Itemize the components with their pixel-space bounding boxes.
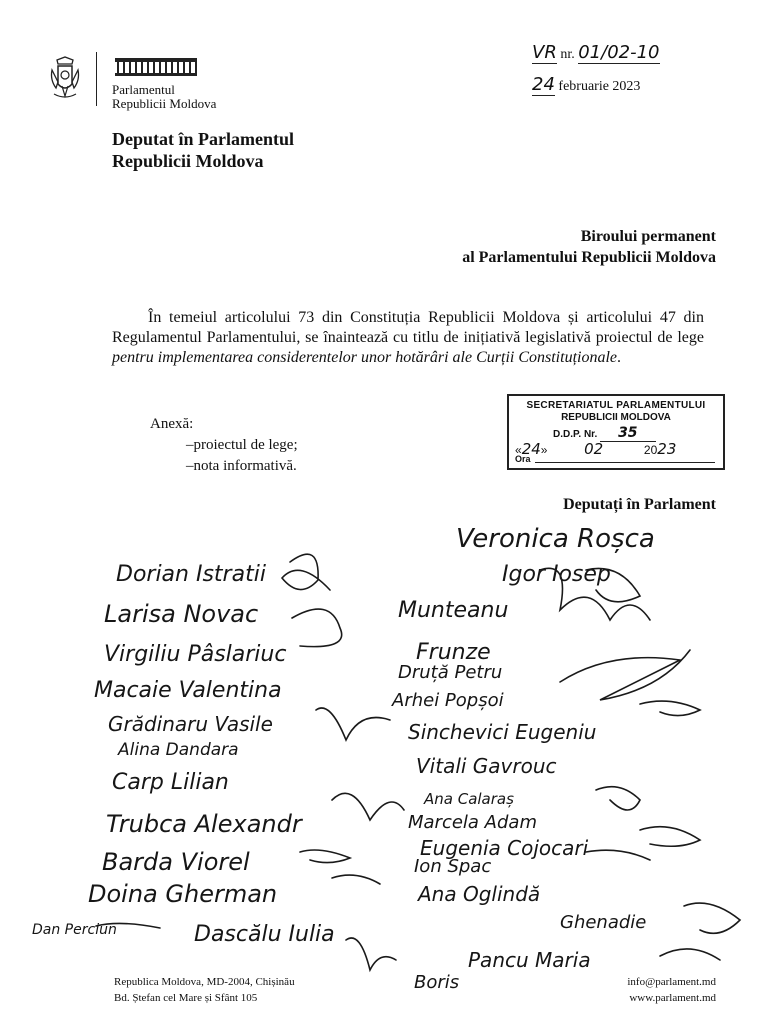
signatures-heading: Deputați în Parlament — [563, 496, 716, 513]
footer-address-line1: Republica Moldova, MD-2004, Chișinău — [114, 976, 295, 988]
title-line2: Republicii Moldova — [112, 151, 264, 171]
recipient-block — [462, 226, 716, 268]
scribble-stroke — [586, 568, 640, 601]
stamp-year-prefix: 20 — [643, 443, 658, 457]
signature: Igor Iosep — [502, 562, 611, 587]
annex-item: –nota informativă. — [186, 458, 297, 474]
margin-note: Dan Perciun — [32, 922, 117, 938]
stamp-line2: REPUBLICII MOLDOVA — [561, 412, 671, 423]
signature: Munteanu — [398, 598, 509, 623]
signature: Druță Petru — [398, 662, 503, 683]
footer-website: www.parlament.md — [629, 992, 716, 1004]
parliament-building-icon — [114, 56, 198, 76]
signature: Marcela Adam — [408, 812, 537, 833]
signature: Boris — [414, 972, 460, 993]
scribble-stroke — [300, 850, 350, 863]
date-month-year: februarie 2023 — [558, 79, 641, 94]
annex-label: Anexă: — [150, 416, 194, 432]
signature: Macaie Valentina — [94, 678, 282, 703]
scribble-stroke — [346, 938, 396, 970]
body-text-end: . — [617, 349, 622, 366]
signature: Doina Gherman — [88, 880, 278, 908]
signature: Virgiliu Pâslariuc — [104, 642, 287, 667]
scribble-stroke — [586, 850, 650, 860]
footer-address-line2: Bd. Ștefan cel Mare și Sfânt 105 — [114, 992, 258, 1004]
body-text-italic: pentru implementarea considerentelor unor hotărâri ale Curții Constituționale — [112, 349, 618, 366]
signature: Ion Spac — [414, 856, 492, 877]
footer-address — [114, 974, 295, 1006]
scribble-stroke — [332, 793, 404, 820]
registration-stamp — [507, 394, 725, 470]
stamp-day: 24 — [521, 440, 541, 458]
scribble-stroke — [640, 827, 700, 847]
signature: Vitali Gavrouc — [416, 754, 557, 778]
stamp-ora-line — [535, 462, 715, 463]
scribble-stroke — [332, 875, 380, 884]
signature: Eugenia Cojocari — [420, 836, 589, 860]
scribble-stroke — [540, 568, 650, 620]
reference-block — [532, 42, 702, 102]
stamp-dp-row — [553, 425, 656, 441]
scribble-stroke — [684, 903, 740, 933]
recipient-line2: al Parlamentului Republicii Moldova — [462, 249, 716, 266]
stamp-line1: SECRETARIATUL PARLAMENTULUI — [526, 400, 706, 411]
stamp-ora-label: Ora — [515, 454, 531, 464]
stamp-year-suffix: 23 — [657, 440, 677, 458]
signature: Grădinaru Vasile — [108, 712, 273, 736]
date-day: 24 — [532, 74, 555, 95]
signature: Dascălu Iulia — [194, 922, 335, 947]
org-name-line2: Republicii Moldova — [112, 96, 217, 111]
body-paragraph — [112, 308, 704, 368]
title-line1: Deputat în Parlamentul — [112, 129, 294, 149]
scribble-stroke — [292, 609, 342, 647]
stamp-date-row: «24» 02 2023 — [515, 440, 677, 458]
stamp-dp-label: D.D.P. Nr. — [553, 429, 598, 440]
scribble-stroke — [560, 650, 690, 700]
signature: Alina Dandara — [118, 740, 239, 760]
scribble-stroke — [660, 949, 720, 960]
signature: Trubca Alexandr — [106, 810, 302, 838]
signature: Larisa Novac — [104, 600, 259, 628]
footer-contact — [627, 974, 716, 1006]
ref-prefix: VR — [532, 42, 557, 63]
parliament-logo-block — [48, 50, 248, 110]
annex-item: –proiectul de lege; — [186, 437, 298, 453]
signature: Pancu Maria — [468, 948, 591, 972]
scribble-stroke — [316, 708, 390, 740]
body-text-plain: În temeiul articolului 73 din Constituția Republicii Moldova și articolului 47 din Regulamentul Parlamentului, se înaintează cu titlu de inițiativă legislativă proiectul de lege — [112, 309, 704, 346]
stamp-month: 02 — [584, 440, 604, 458]
annex-block — [150, 414, 298, 477]
signature-scribbles — [0, 500, 768, 990]
signature: Frunze — [416, 640, 491, 665]
signature: Ana Oglindă — [418, 882, 541, 906]
recipient-line1: Biroului permanent — [580, 228, 716, 245]
ref-number: 01/02-10 — [578, 42, 660, 63]
signature: Dorian Istratii — [116, 562, 266, 587]
signature: Ana Calaraș — [424, 790, 514, 808]
document-title — [112, 128, 294, 172]
ref-label: nr. — [560, 47, 575, 62]
scribble-stroke — [282, 554, 330, 590]
org-name-line1: Parlamentul — [112, 82, 175, 97]
signature: Arhei Popșoi — [392, 690, 504, 711]
scribble-stroke — [96, 923, 160, 928]
scribble-stroke — [596, 787, 640, 810]
signature: Sinchevici Eugeniu — [408, 720, 597, 744]
signature: Carp Lilian — [112, 770, 229, 795]
scribble-stroke — [640, 701, 700, 715]
signature: Ghenadie — [560, 912, 647, 933]
header-divider — [96, 52, 97, 106]
signature: Veronica Roșca — [456, 524, 655, 554]
footer-email: info@parlament.md — [627, 976, 716, 988]
stamp-dp-number: 35 — [600, 425, 655, 442]
signature: Barda Viorel — [102, 848, 250, 876]
coat-of-arms-icon — [48, 56, 82, 100]
